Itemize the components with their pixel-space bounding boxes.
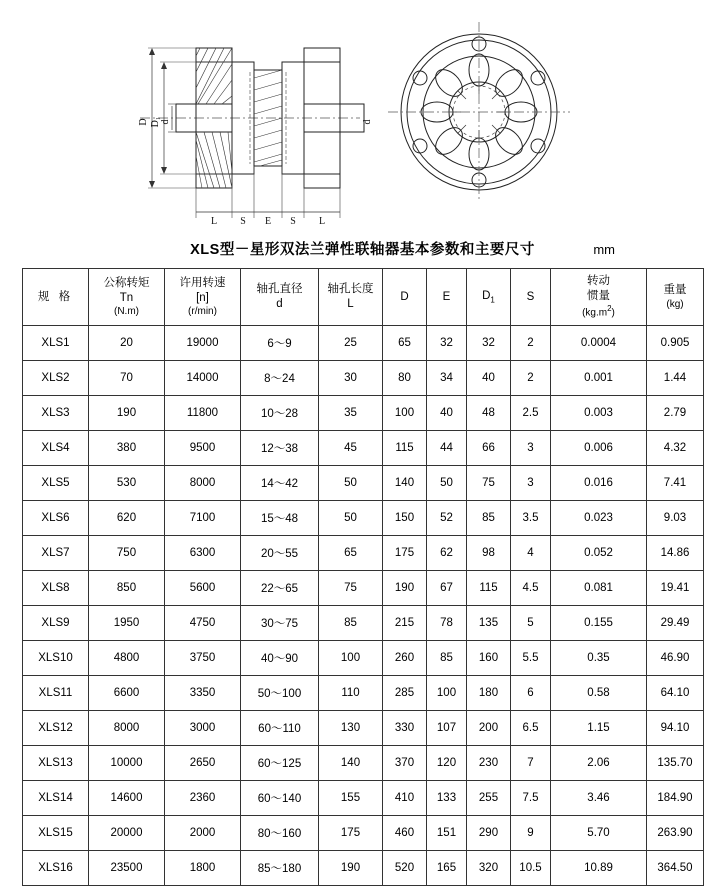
- table-cell: 100: [319, 641, 383, 676]
- cell-spec: XLS8: [23, 571, 89, 606]
- table-cell: 3: [511, 466, 551, 501]
- table-row: [23, 676, 704, 711]
- table-cell: 75: [319, 571, 383, 606]
- dim-label-E: E: [264, 216, 272, 227]
- coupling-drawing-svg: [0, 0, 725, 232]
- table-cell: 60～110: [241, 711, 319, 746]
- table-cell: 9500: [165, 431, 241, 466]
- table-cell: 4: [511, 536, 551, 571]
- table-cell: 140: [319, 746, 383, 781]
- table-cell: 3.5: [511, 501, 551, 536]
- cell-spec: XLS2: [23, 361, 89, 396]
- table-cell: 2: [511, 326, 551, 361]
- table-cell: 750: [89, 536, 165, 571]
- table-cell: 65: [383, 326, 427, 361]
- cell-spec: XLS7: [23, 536, 89, 571]
- table-cell: 14000: [165, 361, 241, 396]
- title-row: [0, 232, 725, 268]
- col-header-S: S: [511, 269, 551, 326]
- table-cell: 15～48: [241, 501, 319, 536]
- table-cell: 200: [467, 711, 511, 746]
- table-cell: 3350: [165, 676, 241, 711]
- table-cell: 290: [467, 816, 511, 851]
- table-cell: 23500: [89, 851, 165, 886]
- table-cell: 45: [319, 431, 383, 466]
- table-cell: 52: [427, 501, 467, 536]
- table-cell: 80～160: [241, 816, 319, 851]
- table-cell: 20: [89, 326, 165, 361]
- table-cell: 285: [383, 676, 427, 711]
- col-header-bore-length: 轴孔长度 L: [319, 269, 383, 326]
- cell-spec: XLS3: [23, 396, 89, 431]
- table-cell: 98: [467, 536, 511, 571]
- table-cell: 260: [383, 641, 427, 676]
- table-cell: 32: [427, 326, 467, 361]
- table-cell: 1800: [165, 851, 241, 886]
- table-cell: 20～55: [241, 536, 319, 571]
- table-body: [23, 326, 704, 886]
- cell-spec: XLS4: [23, 431, 89, 466]
- table-cell: 330: [383, 711, 427, 746]
- table-cell: 2.06: [551, 746, 647, 781]
- table-cell: 0.023: [551, 501, 647, 536]
- table-cell: 0.0004: [551, 326, 647, 361]
- col-header-spec: 规 格: [23, 269, 89, 326]
- dim-label-S-left: S: [240, 216, 246, 227]
- table-row: [23, 781, 704, 816]
- table-cell: 10.5: [511, 851, 551, 886]
- table-cell: 80: [383, 361, 427, 396]
- table-cell: 364.50: [647, 851, 704, 886]
- table-cell: 5600: [165, 571, 241, 606]
- table-cell: 155: [319, 781, 383, 816]
- table-cell: 190: [89, 396, 165, 431]
- dim-label-L-left: L: [210, 216, 218, 227]
- table-cell: 6600: [89, 676, 165, 711]
- table-cell: 94.10: [647, 711, 704, 746]
- unit-label: mm: [593, 242, 615, 257]
- table-cell: 65: [319, 536, 383, 571]
- table-cell: 11800: [165, 396, 241, 431]
- table-cell: 380: [89, 431, 165, 466]
- table-cell: 0.052: [551, 536, 647, 571]
- col-header-moment-of-inertia: 转动 惯量 $(kg.m^2)$: [551, 269, 647, 326]
- table-cell: 85: [467, 501, 511, 536]
- table-cell: 6.5: [511, 711, 551, 746]
- table-cell: 100: [383, 396, 427, 431]
- table-cell: 5: [511, 606, 551, 641]
- table-cell: 410: [383, 781, 427, 816]
- table-cell: 20000: [89, 816, 165, 851]
- table-row: [23, 431, 704, 466]
- table-cell: 3: [511, 431, 551, 466]
- table-cell: 7: [511, 746, 551, 781]
- table-cell: 135.70: [647, 746, 704, 781]
- table-row: [23, 606, 704, 641]
- table-cell: 2.79: [647, 396, 704, 431]
- table-cell: 9: [511, 816, 551, 851]
- table-row: [23, 641, 704, 676]
- table-cell: 215: [383, 606, 427, 641]
- table-cell: 530: [89, 466, 165, 501]
- table-cell: 78: [427, 606, 467, 641]
- table-cell: 165: [427, 851, 467, 886]
- table-cell: 50: [319, 501, 383, 536]
- table-cell: 29.49: [647, 606, 704, 641]
- table-cell: 50: [319, 466, 383, 501]
- col-header-D1: $D_1$: [467, 269, 511, 326]
- table-row: [23, 851, 704, 886]
- table-cell: 370: [383, 746, 427, 781]
- table-cell: 46.90: [647, 641, 704, 676]
- table-cell: 460: [383, 816, 427, 851]
- table-cell: 67: [427, 571, 467, 606]
- table-cell: 30～75: [241, 606, 319, 641]
- table-cell: 120: [427, 746, 467, 781]
- table-cell: 6: [511, 676, 551, 711]
- table-cell: 100: [427, 676, 467, 711]
- table-cell: 85～180: [241, 851, 319, 886]
- table-cell: 40: [467, 361, 511, 396]
- table-cell: 34: [427, 361, 467, 396]
- dim-label-D1: D₁: [150, 116, 161, 128]
- table-cell: 6300: [165, 536, 241, 571]
- table-cell: 2: [511, 361, 551, 396]
- table-cell: 0.006: [551, 431, 647, 466]
- table-cell: 107: [427, 711, 467, 746]
- table-cell: 50～100: [241, 676, 319, 711]
- table-cell: 19000: [165, 326, 241, 361]
- table-cell: 520: [383, 851, 427, 886]
- table-cell: 8000: [89, 711, 165, 746]
- table-cell: 8000: [165, 466, 241, 501]
- table-cell: 66: [467, 431, 511, 466]
- table-cell: 1.44: [647, 361, 704, 396]
- table-head: [23, 269, 704, 326]
- table-cell: 60～125: [241, 746, 319, 781]
- table-cell: 25: [319, 326, 383, 361]
- table-cell: 7.5: [511, 781, 551, 816]
- col-header-nominal-torque: 公称转矩 Tn (N.m): [89, 269, 165, 326]
- table-cell: 62: [427, 536, 467, 571]
- table-cell: 3000: [165, 711, 241, 746]
- cell-spec: XLS12: [23, 711, 89, 746]
- table-cell: 44: [427, 431, 467, 466]
- table-cell: 22～65: [241, 571, 319, 606]
- table-row: [23, 816, 704, 851]
- table-row: [23, 571, 704, 606]
- table-cell: 133: [427, 781, 467, 816]
- table-cell: 4.32: [647, 431, 704, 466]
- cell-spec: XLS15: [23, 816, 89, 851]
- cell-spec: XLS13: [23, 746, 89, 781]
- dim-label-D: D: [138, 118, 149, 126]
- table-cell: 320: [467, 851, 511, 886]
- table-cell: 30: [319, 361, 383, 396]
- table-cell: 2.5: [511, 396, 551, 431]
- table-row: [23, 466, 704, 501]
- table-cell: 7.41: [647, 466, 704, 501]
- table-cell: 40～90: [241, 641, 319, 676]
- table-cell: 3750: [165, 641, 241, 676]
- table-cell: 5.70: [551, 816, 647, 851]
- table-cell: 230: [467, 746, 511, 781]
- table-cell: 10～28: [241, 396, 319, 431]
- table-row: [23, 746, 704, 781]
- table-cell: 40: [427, 396, 467, 431]
- table-cell: 60～140: [241, 781, 319, 816]
- table-cell: 1.15: [551, 711, 647, 746]
- table-cell: 10.89: [551, 851, 647, 886]
- table-cell: 0.155: [551, 606, 647, 641]
- table-cell: 850: [89, 571, 165, 606]
- table-cell: 3.46: [551, 781, 647, 816]
- table-cell: 35: [319, 396, 383, 431]
- table-cell: 10000: [89, 746, 165, 781]
- page-title: XLS型－星形双法兰弹性联轴器基本参数和主要尺寸: [190, 242, 535, 258]
- table-cell: 9.03: [647, 501, 704, 536]
- table-cell: 263.90: [647, 816, 704, 851]
- table-cell: 151: [427, 816, 467, 851]
- col-header-D: D: [383, 269, 427, 326]
- table-cell: 7100: [165, 501, 241, 536]
- cell-spec: XLS5: [23, 466, 89, 501]
- dim-label-d-left: d: [160, 119, 171, 125]
- cell-spec: XLS9: [23, 606, 89, 641]
- table-cell: 135: [467, 606, 511, 641]
- col-header-bore-diameter: 轴孔直径 d: [241, 269, 319, 326]
- table-cell: 75: [467, 466, 511, 501]
- table-cell: 0.905: [647, 326, 704, 361]
- cell-spec: XLS10: [23, 641, 89, 676]
- table-row: [23, 711, 704, 746]
- table-row: [23, 361, 704, 396]
- spec-table: [22, 268, 704, 886]
- table-cell: 180: [467, 676, 511, 711]
- table-cell: 5.5: [511, 641, 551, 676]
- table-cell: 0.001: [551, 361, 647, 396]
- dim-label-S-right: S: [290, 216, 296, 227]
- table-cell: 0.35: [551, 641, 647, 676]
- col-header-E: E: [427, 269, 467, 326]
- table-header-row: [23, 269, 704, 326]
- cell-spec: XLS14: [23, 781, 89, 816]
- table-cell: 0.081: [551, 571, 647, 606]
- cell-spec: XLS11: [23, 676, 89, 711]
- table-cell: 110: [319, 676, 383, 711]
- table-cell: 85: [427, 641, 467, 676]
- table-cell: 184.90: [647, 781, 704, 816]
- table-row: [23, 396, 704, 431]
- col-header-allowable-speed: 许用转速 [n] (r/min): [165, 269, 241, 326]
- table-cell: 4750: [165, 606, 241, 641]
- table-cell: 85: [319, 606, 383, 641]
- col-header-weight: 重量 (kg): [647, 269, 704, 326]
- table-cell: 140: [383, 466, 427, 501]
- table-cell: 0.016: [551, 466, 647, 501]
- table-cell: 2000: [165, 816, 241, 851]
- table-cell: 64.10: [647, 676, 704, 711]
- table-cell: 190: [383, 571, 427, 606]
- table-cell: 160: [467, 641, 511, 676]
- table-cell: 6～9: [241, 326, 319, 361]
- technical-drawing: [0, 0, 725, 232]
- cell-spec: XLS16: [23, 851, 89, 886]
- table-cell: 115: [467, 571, 511, 606]
- table-cell: 1950: [89, 606, 165, 641]
- table-cell: 175: [383, 536, 427, 571]
- table-cell: 4800: [89, 641, 165, 676]
- dim-label-d-right: d: [362, 119, 373, 125]
- table-cell: 32: [467, 326, 511, 361]
- table-cell: 48: [467, 396, 511, 431]
- table-cell: 175: [319, 816, 383, 851]
- table-cell: 190: [319, 851, 383, 886]
- table-cell: 12～38: [241, 431, 319, 466]
- cell-spec: XLS1: [23, 326, 89, 361]
- table-cell: 2360: [165, 781, 241, 816]
- table-cell: 14.86: [647, 536, 704, 571]
- table-cell: 0.58: [551, 676, 647, 711]
- table-cell: 19.41: [647, 571, 704, 606]
- table-cell: 2650: [165, 746, 241, 781]
- table-row: [23, 536, 704, 571]
- table-cell: 14～42: [241, 466, 319, 501]
- table-cell: 0.003: [551, 396, 647, 431]
- table-cell: 70: [89, 361, 165, 396]
- dim-label-L-right: L: [318, 216, 326, 227]
- table-cell: 620: [89, 501, 165, 536]
- table-cell: 130: [319, 711, 383, 746]
- table-cell: 115: [383, 431, 427, 466]
- table-cell: 14600: [89, 781, 165, 816]
- table-cell: 255: [467, 781, 511, 816]
- spec-table-wrapper: [0, 268, 725, 886]
- table-row: [23, 501, 704, 536]
- table-cell: 150: [383, 501, 427, 536]
- table-cell: 8～24: [241, 361, 319, 396]
- cell-spec: XLS6: [23, 501, 89, 536]
- table-row: [23, 326, 704, 361]
- table-cell: 4.5: [511, 571, 551, 606]
- table-cell: 50: [427, 466, 467, 501]
